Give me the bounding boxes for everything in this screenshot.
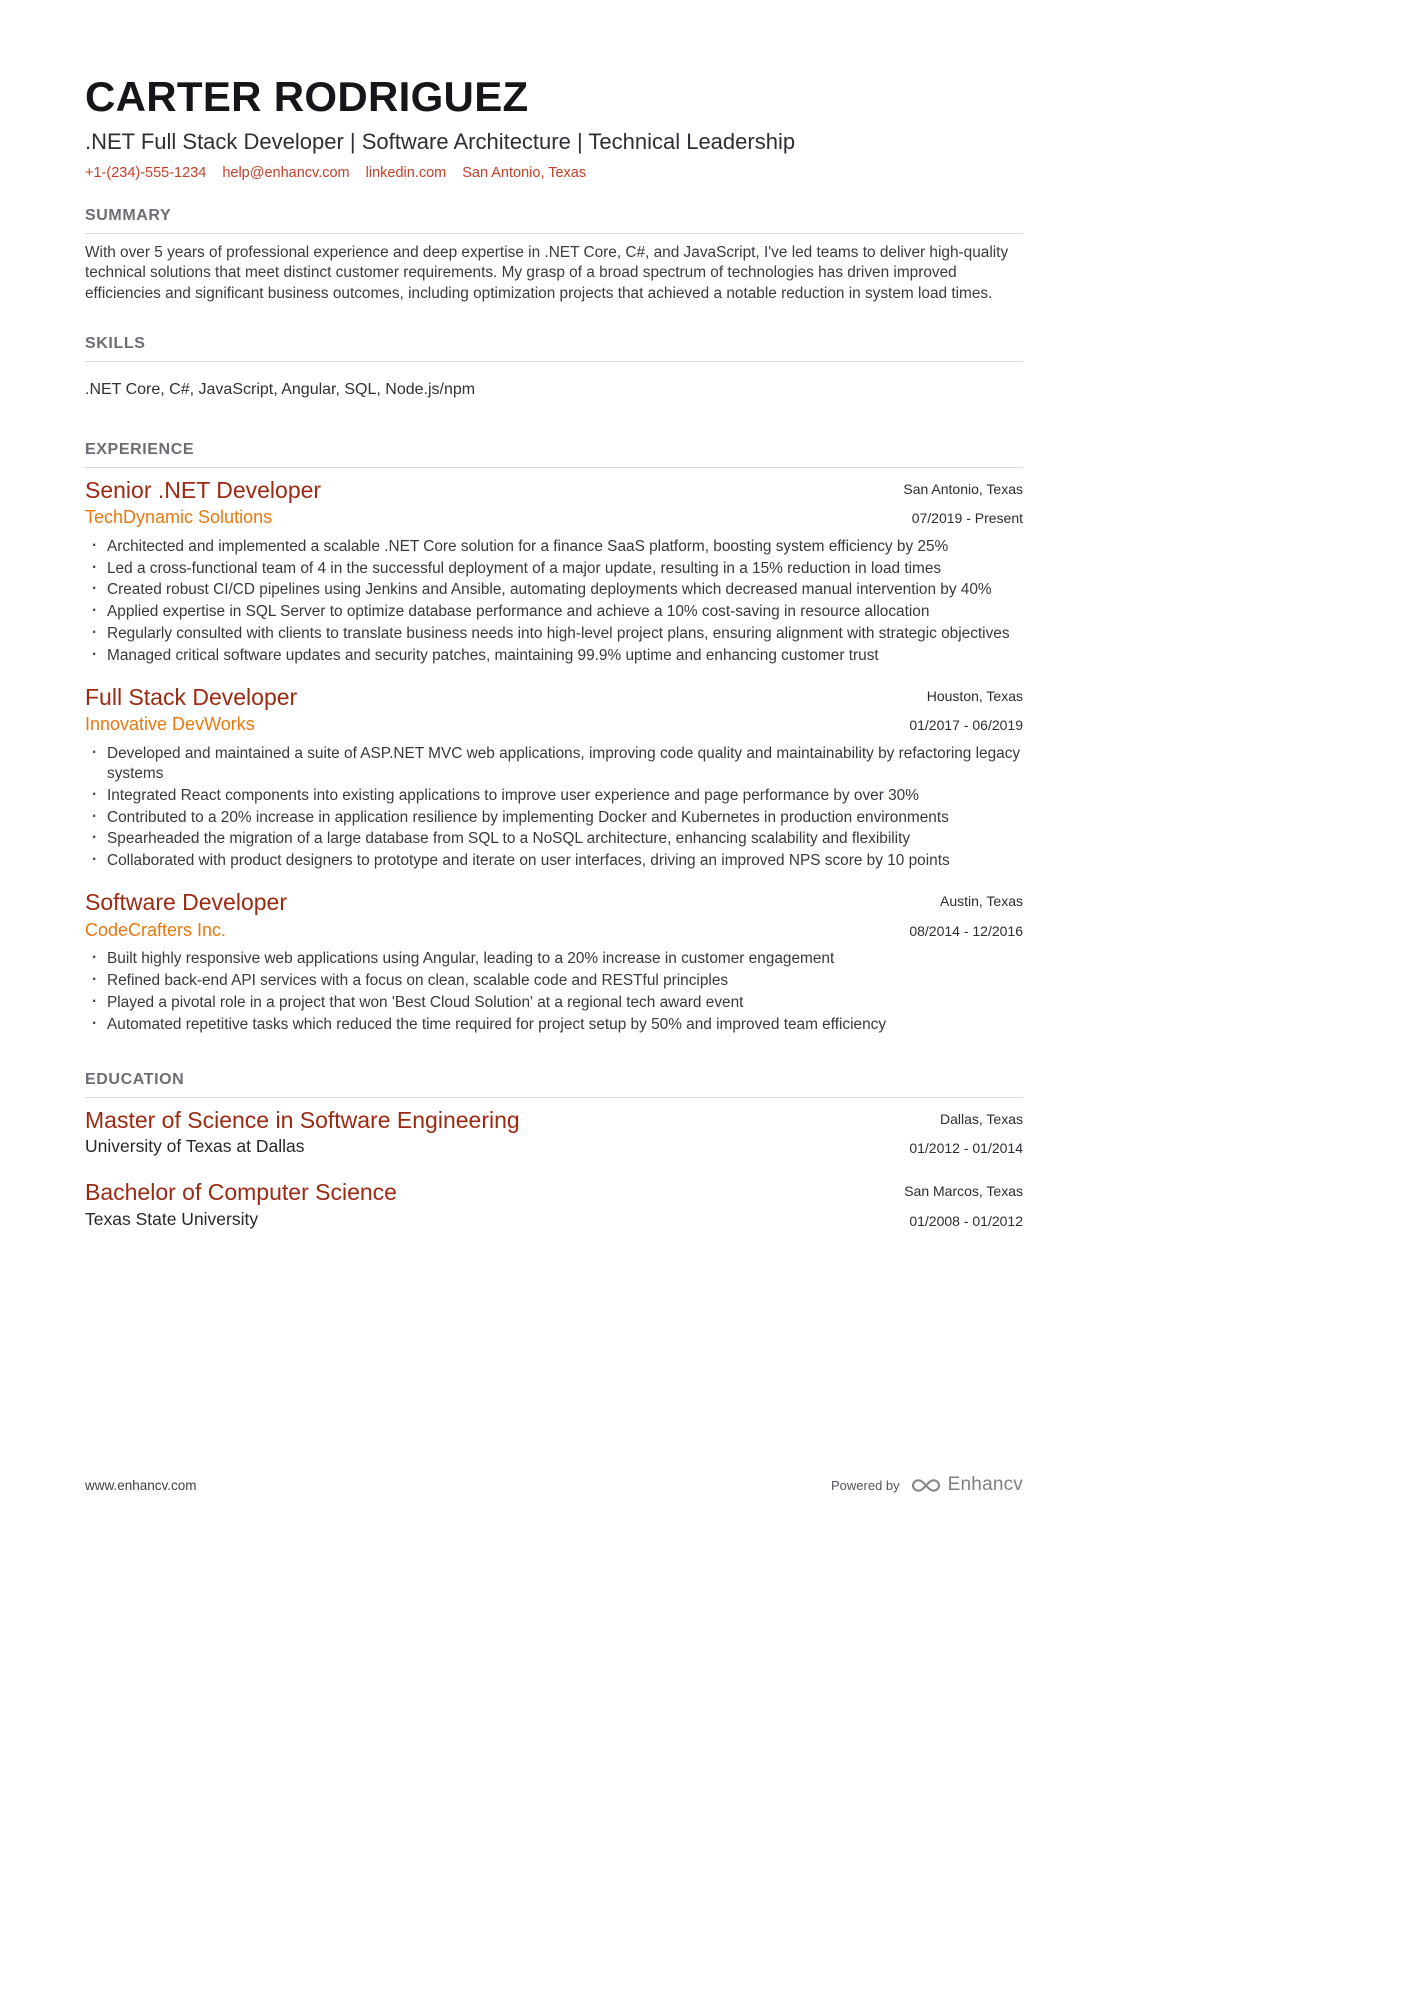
- job-company-row: [85, 713, 1023, 736]
- powered-by-label: Powered by: [831, 1477, 900, 1493]
- resume-page: [85, 0, 1023, 1231]
- job-dates: 08/2014 - 12/2016: [909, 922, 1023, 939]
- bullet-item: · Played a pivotal role in a project that won 'Best Cloud Solution' at a regional tech award event: [85, 993, 1023, 1013]
- degree-location: San Marcos, Texas: [904, 1183, 1023, 1200]
- school-name: Texas State University: [85, 1208, 259, 1229]
- resume-header: [85, 74, 1023, 181]
- enhancv-logo-icon: [910, 1476, 942, 1495]
- degree-location: Dallas, Texas: [939, 1110, 1023, 1127]
- education-entry: [85, 1107, 1023, 1158]
- summary-text: With over 5 years of professional experience and deep expertise in .NET Core, C#, and JavaScript, I've led teams to deliver high-quality technical solutions that meet distinct customer requirements. My grasp of a broad spectrum of technologies has driven improved efficiencies and significant business outcomes, including optimization projects that achieved a notable reduction in system load times.: [85, 243, 1009, 302]
- bullet-item: · Created robust CI/CD pipelines using Jenkins and Ansible, automating deployments which decreased manual intervention by 40%: [85, 580, 1023, 600]
- summary-section: [85, 207, 1023, 305]
- job-company: TechDynamic Solutions: [85, 507, 273, 528]
- skills-section: [85, 335, 1023, 399]
- education-heading: EDUCATION: [85, 1071, 1023, 1098]
- summary-heading: SUMMARY: [85, 207, 1023, 234]
- linkedin-link[interactable]: linkedin.com: [365, 164, 447, 181]
- footer-website: www.enhancv.com: [85, 1477, 197, 1493]
- job-dates: 07/2019 - Present: [911, 510, 1023, 527]
- bullet-item: · Regularly consulted with clients to translate business needs into high-level project plans, ensuring alignment with strategic objectives: [85, 624, 1023, 644]
- bullet-item: · Spearheaded the migration of a large database from SQL to a NoSQL architecture, enhancing scalability and flexibility: [85, 829, 1023, 849]
- experience-section: [85, 441, 1023, 1035]
- powered-by-link[interactable]: [831, 1474, 1023, 1496]
- bullet-item: · Led a cross-functional team of 4 in the successful deployment of a major update, resulting in a 15% reduction in load times: [85, 559, 1023, 579]
- bullet-item: · Architected and implemented a scalable .NET Core solution for a finance SaaS platform, boosting system efficiency by 25%: [85, 537, 1023, 557]
- bullet-item: · Refined back-end API services with a focus on clean, scalable code and RESTful principles: [85, 971, 1023, 991]
- location-text: San Antonio, Texas: [462, 164, 587, 181]
- person-name: CARTER RODRIGUEZ: [85, 73, 529, 120]
- page-footer: [85, 1474, 1023, 1496]
- job-entry: [85, 684, 1023, 871]
- job-title-row: [85, 477, 1023, 505]
- degree-title: Bachelor of Computer Science: [85, 1179, 397, 1206]
- job-location: Austin, Texas: [939, 893, 1023, 910]
- email-link[interactable]: help@enhancv.com: [222, 164, 350, 181]
- headline: .NET Full Stack Developer | Software Architecture | Technical Leadership: [85, 129, 796, 155]
- contact-row: [85, 165, 1023, 181]
- degree-title: Master of Science in Software Engineering: [85, 1106, 520, 1133]
- education-entry: [85, 1179, 1023, 1230]
- bullet-item: · Integrated React components into existing applications to improve user experience and page performance by over 30%: [85, 786, 1023, 806]
- bullet-item: · Applied expertise in SQL Server to optimize database performance and achieve a 10% cost-saving in resource allocation: [85, 602, 1023, 622]
- job-bullet-list: [85, 537, 1023, 666]
- bullet-item: · Built highly responsive web applications using Angular, leading to a 20% increase in customer engagement: [85, 949, 1023, 969]
- school-name: University of Texas at Dallas: [85, 1136, 305, 1157]
- job-title-row: [85, 889, 1023, 917]
- skills-heading: SKILLS: [85, 335, 1023, 362]
- job-entry: [85, 889, 1023, 1035]
- enhancv-brand: [910, 1474, 1023, 1496]
- job-company: CodeCrafters Inc.: [85, 919, 227, 940]
- degree-title-row: [85, 1107, 1023, 1135]
- enhancv-brand-name: Enhancv: [947, 1474, 1023, 1495]
- job-title: Senior .NET Developer: [85, 476, 322, 503]
- job-company-row: [85, 919, 1023, 942]
- bullet-item: · Managed critical software updates and security patches, maintaining 99.9% uptime and enhancing customer trust: [85, 646, 1023, 666]
- job-location: San Antonio, Texas: [903, 480, 1023, 497]
- job-title-row: [85, 684, 1023, 712]
- job-bullet-list: [85, 949, 1023, 1034]
- bullet-item: · Collaborated with product designers to prototype and iterate on user interfaces, driving an improved NPS score by 10 points: [85, 851, 1023, 871]
- education-section: [85, 1071, 1023, 1231]
- job-company-row: [85, 506, 1023, 529]
- bullet-item: · Developed and maintained a suite of ASP.NET MVC web applications, improving code quality and maintainability by refactoring legacy systems: [85, 744, 1023, 784]
- job-company: Innovative DevWorks: [85, 714, 255, 735]
- degree-school-row: [85, 1136, 1023, 1158]
- job-location: Houston, Texas: [926, 687, 1023, 704]
- skills-list: .NET Core, C#, JavaScript, Angular, SQL, Node.js/npm: [85, 380, 476, 398]
- job-title: Software Developer: [85, 889, 287, 916]
- degree-dates: 01/2008 - 01/2012: [909, 1212, 1023, 1229]
- bullet-item: · Contributed to a 20% increase in application resilience by implementing Docker and Kubernetes in production environments: [85, 808, 1023, 828]
- bullet-item: · Automated repetitive tasks which reduced the time required for project setup by 50% and improved team efficiency: [85, 1015, 1023, 1035]
- degree-title-row: [85, 1179, 1023, 1207]
- degree-dates: 01/2012 - 01/2014: [909, 1140, 1023, 1157]
- job-title: Full Stack Developer: [85, 683, 298, 710]
- job-dates: 01/2017 - 06/2019: [909, 717, 1023, 734]
- phone-link[interactable]: +1-(234)-555-1234: [85, 164, 207, 181]
- experience-heading: EXPERIENCE: [85, 441, 1023, 468]
- job-entry: [85, 477, 1023, 666]
- degree-school-row: [85, 1209, 1023, 1231]
- job-bullet-list: [85, 744, 1023, 871]
